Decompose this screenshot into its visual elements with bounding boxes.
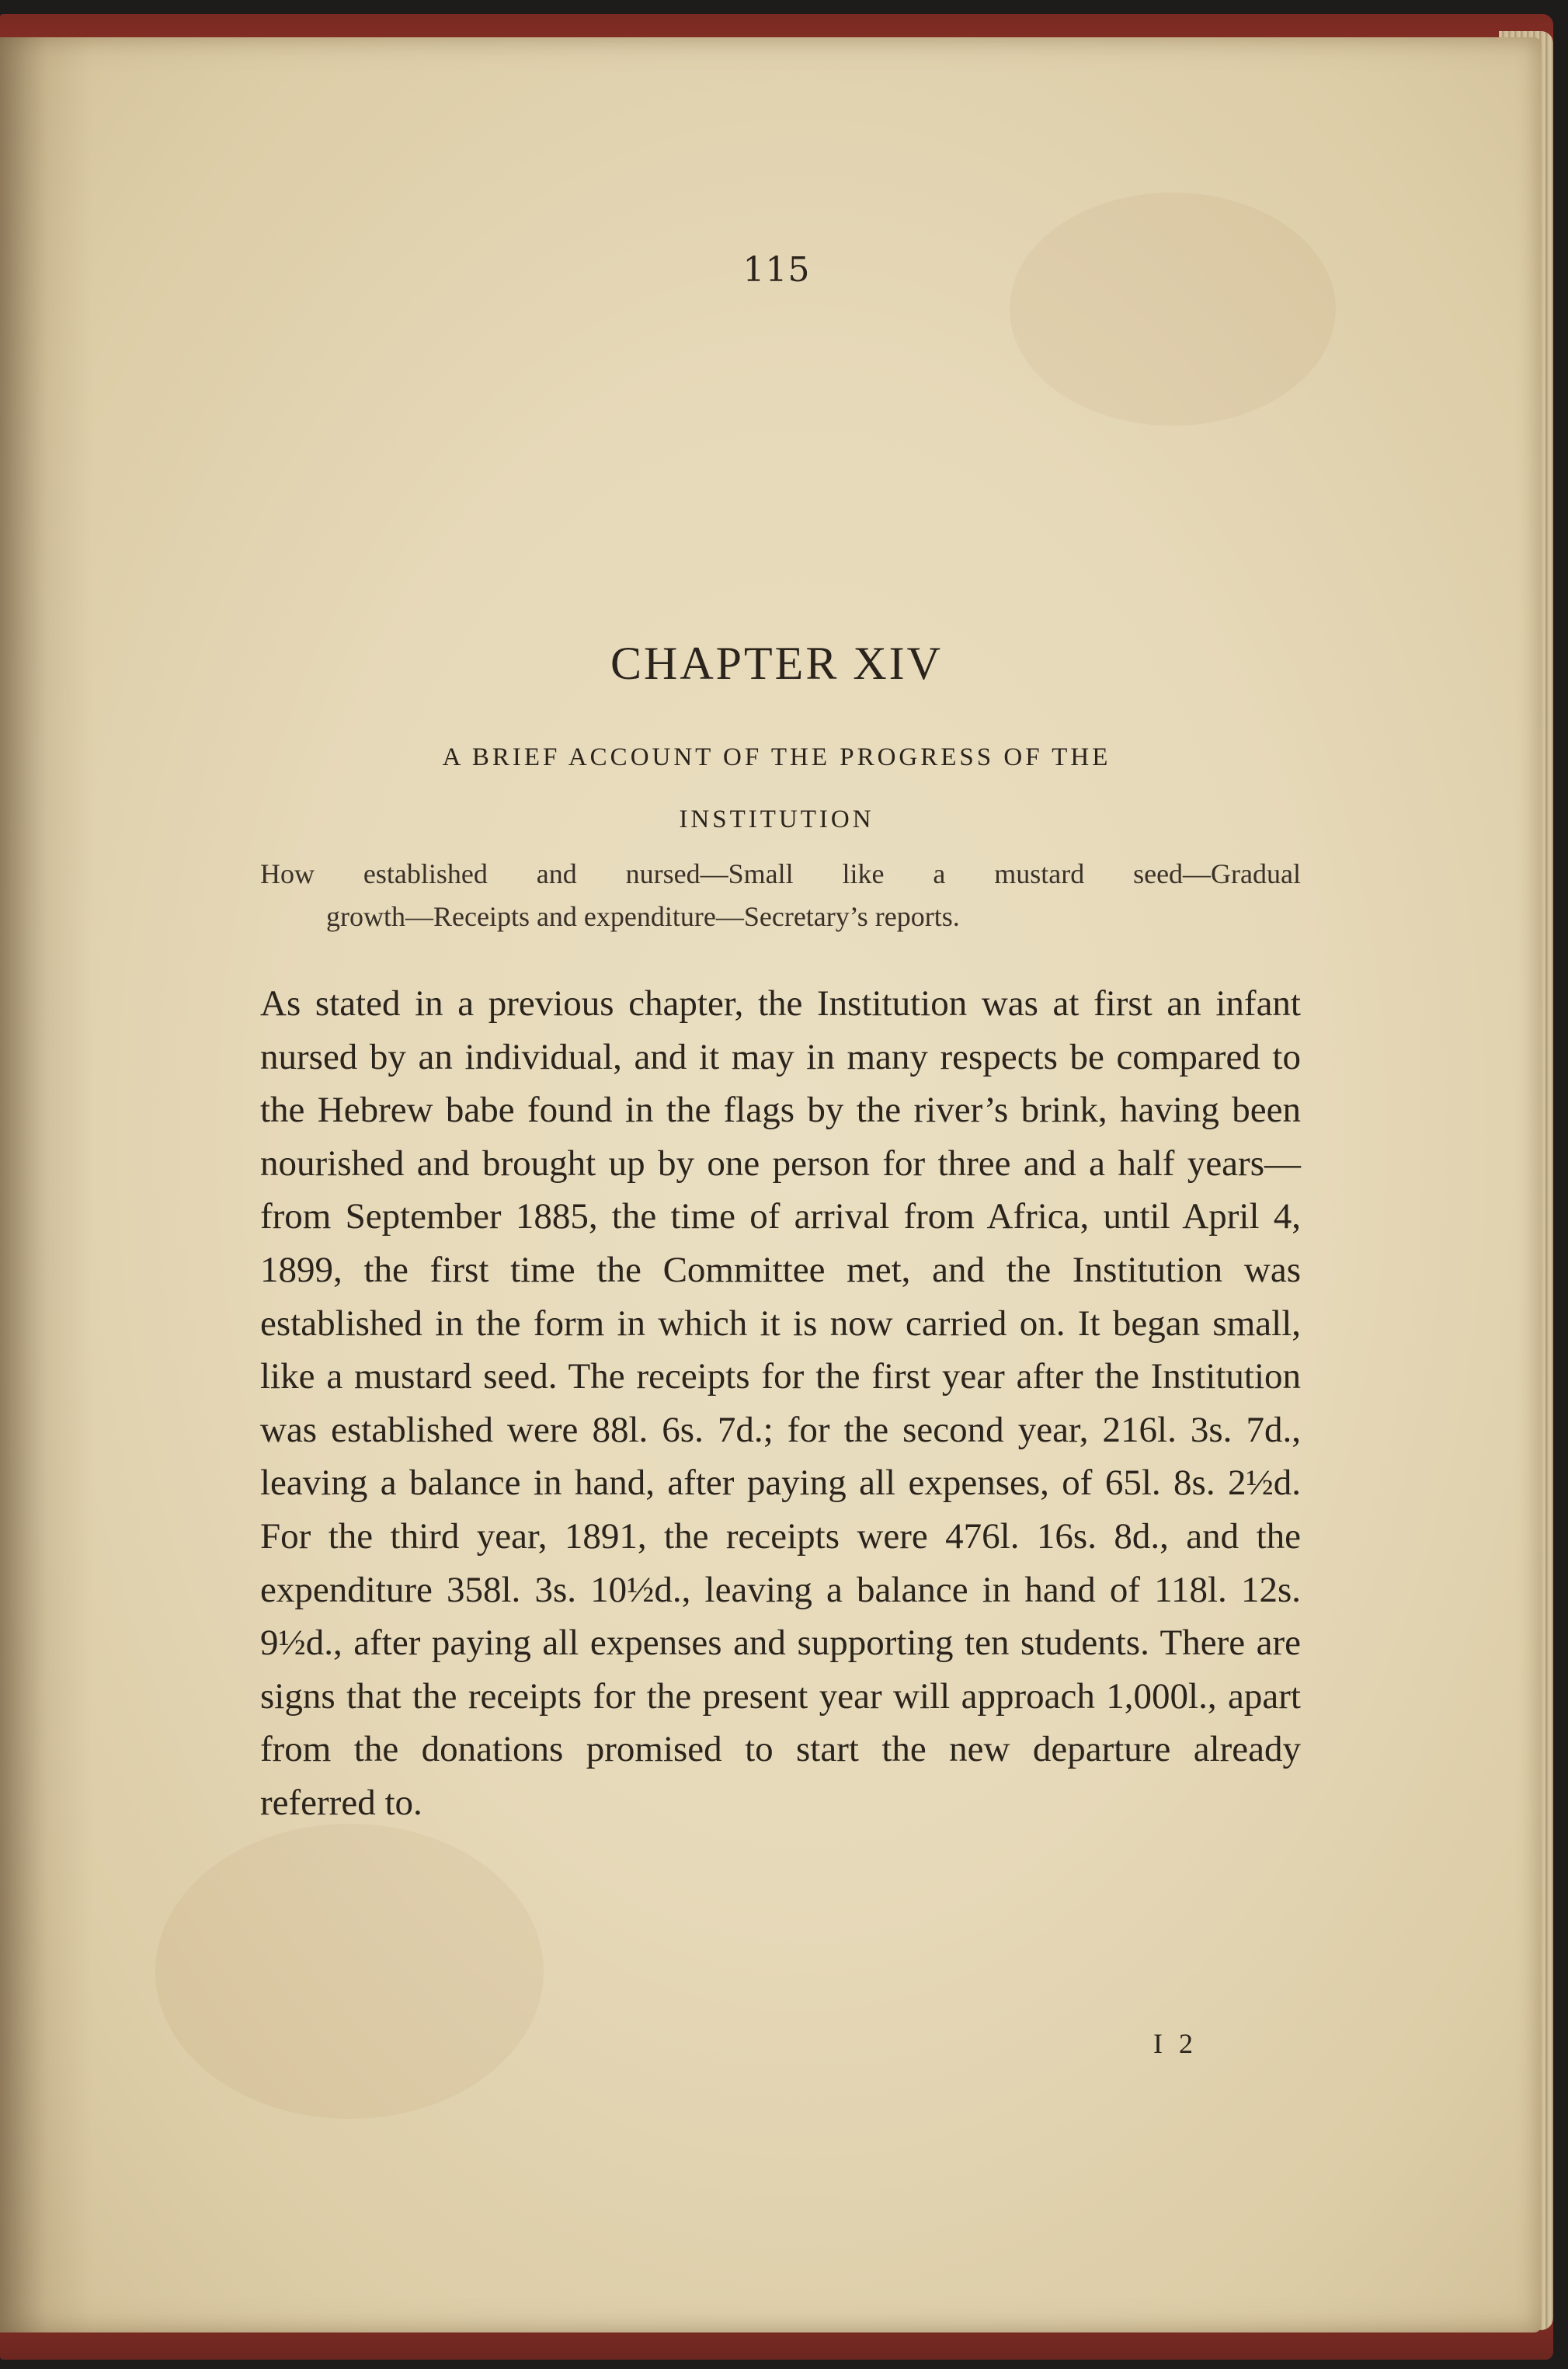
signature-mark: I 2 <box>1153 2028 1198 2059</box>
gutter-shadow <box>0 37 93 2332</box>
chapter-subtitle-line-2: INSTITUTION <box>679 805 874 833</box>
paper-stain <box>1010 193 1336 426</box>
page-number: 115 <box>742 250 811 290</box>
body-paragraph: As stated in a previous chapter, the Institution was at first an infant nursed by an individual, and it may in many respects be compared to the Hebrew babe found in the flags by the river’s brink, having been nourished and brought up by one person for three and a half years—from September 1885, the time of arrival from Africa, until April 4, 1899, the first time the Committee met, and the Institution was established in the form in which it is now carried on. It began small, like a mustard seed. The receipts for the first year after the Institution was established were 88l. 6s. 7d.; for the second year, 216l. 3s. 7d., leaving a balance in hand, after paying all expenses, of 65l. 8s. 2½d. For the third year, 1891, the receipts were 476l. 16s. 8d., and the expenditure 358l. 3s. 10½d., leaving a balance in hand of 118l. 12s. 9½d., after paying all expenses and supporting ten students. There are signs that the receipts for the present year will approach 1,000l., apart from the donations promised to start the new departure already referred to. <box>260 983 1301 1823</box>
chapter-subtitle-line-1: A BRIEF ACCOUNT OF THE PROGRESS OF THE <box>442 743 1111 771</box>
chapter-subtitle <box>311 726 1243 851</box>
paper-stain <box>155 1824 544 2119</box>
synopsis-line-1: How established and nursed—Small like a mustard seed—Gradual <box>260 858 1301 889</box>
chapter-synopsis <box>260 853 1301 938</box>
chapter-title: CHAPTER XIV <box>610 638 943 689</box>
synopsis-line-2: growth—Receipts and expenditure—Secretary’s reports. <box>326 901 960 932</box>
